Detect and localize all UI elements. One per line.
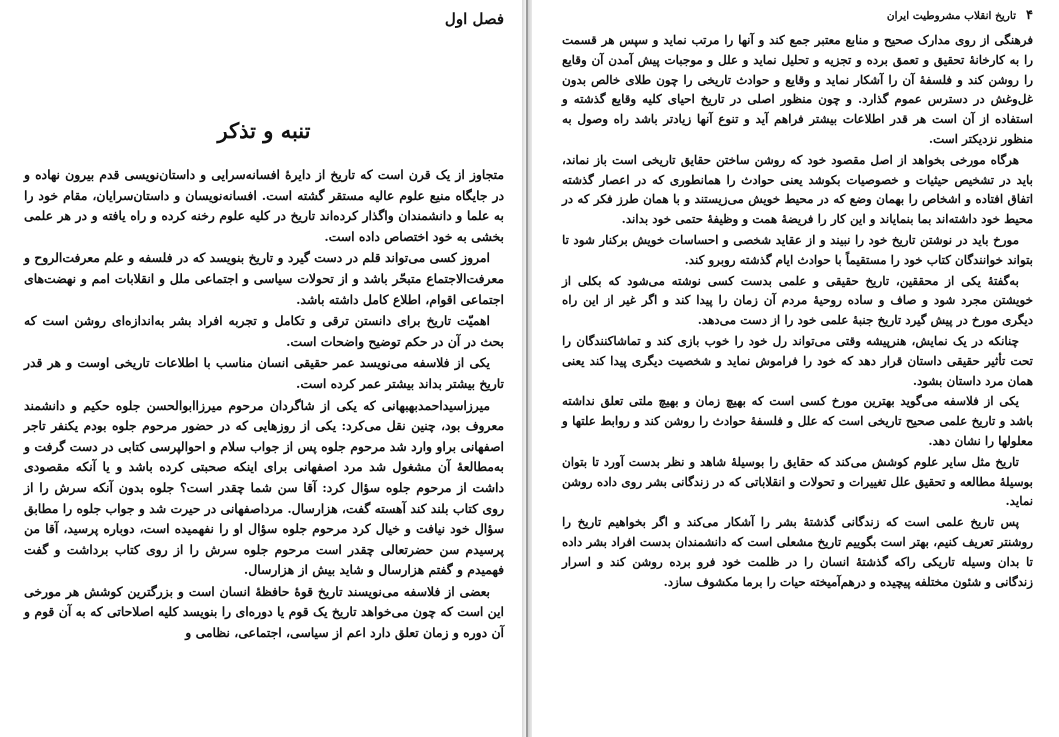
paragraph: هرگاه مورخی بخواهد از اصل مقصود خود که روشن ساختن حقایق تاریخی است باز نماند، باید در تشخیص حیثیات و خصوصیات بکوشد یعنی حوادث را همانطوری که در اعصار گذشته اتفاق افتاده و اشخاص را بهمان وضع که در محیط خویش می‌زیستند و با همان طرز فکر که در محیط خود داشته‌اند بما بنمایاند و این کار را فریضهٔ همت و وظیفهٔ حتمی خود بداند. xyxy=(562,152,1033,227)
paragraph: پس تاریخ علمی است که زندگانی گذشتهٔ بشر را آشکار می‌کند و اگر بخواهیم تاریخ را روشنتر تعریف کنیم، بهتر است بگوییم تاریخ مشعلی است که دانشمندان بدست افراد بشر داده تا بدان وسیله تاریکی راکه گذشتهٔ انسان را در ظلمت خود فرو برده روشن کند و اسرار زندگانی و شئون مختلفه پیچیده و درهم‌آمیخته حیات را برما مکشوف سازد. xyxy=(562,515,1033,589)
left-page xyxy=(0,0,522,737)
paragraph: مورخ باید در نوشتن تاریخ خود را نبیند و از عقاید شخصی و احساسات خویش برکنار شود تا بتواند خوانندگان کتاب خود را مستقیماً با حوادث ایام گذشته روبرو کند. xyxy=(562,232,1033,267)
paragraph: اهمیّت تاریخ برای دانستن ترقی و تکامل و تجربه افراد بشر به‌اندازه‌ای روشن است که بحث در آن در حکم توضیح واضحات است. xyxy=(24,313,504,349)
paragraph: میرزاسیداحمدبهبهانی که یکی از شاگردان مرحوم میرزاابوالحسن جلوه حکیم و دانشمند معروف بود، چنین نقل می‌کرد: یکی از روزهایی که در حضور مرحوم جلوه بودم یکنفر تاجر اصفهانی براو وارد شد مرحوم جلوه پس از جواب سلام و احوالپرسی کتابی در دست گرفت و به‌مطالعهٔ آن مشغول شد مرد اصفهانی برای اینکه صحبتی کرده باشد و یا آنکه مقصودی داشت از مرحوم جلوه سؤال کرد: آقا سن شما چقدر است؟ جلوه بدون آنکه سرش را از روی کتاب بلند کند آهسته گفت، هزارسال. مرداصفهانی در حیرت شد و جواب جلوه را مطابق سؤال خود نیافت و خیال کرد مرحوم جلوه سؤال او را نفهمیده است، دوباره پرسید، آقا من پرسیدم سن حضرتعالی چقدر است مرحوم جلوه سرش را از روی کتاب برداشت و گفت فهمیدم و گفتم هزارسال و شاید بیش از هزارسال. xyxy=(24,397,504,578)
paragraph: تاریخ مثل سایر علوم کوشش می‌کند که حقایق را بوسیلهٔ شاهد و نظر بدست آورد تا بتوان بوسیلهٔ مطالعه و تحقیق علل تغییرات و تحولات و انقلاباتی که در زندگانی بشر روی داده روشن نماید. xyxy=(562,454,1033,509)
paragraph: به‌گفتهٔ یکی از محققین، تاریخ حقیقی و علمی بدست کسی نوشته می‌شود که بکلی از خویشتن مجرد شود و صاف و ساده روحیهٔ مردم آن زمان را پیدا کند و اگر غیر از این راه دیگری مورخ در پیش گیرد تاریخ جنبهٔ علمی خود را از دست می‌دهد. xyxy=(562,273,1033,328)
paragraph: بعضی از فلاسفه می‌نویسند تاریخ قوهٔ حافظهٔ انسان است و بزرگترین کوشش هر مورخی این است که چون می‌خواهد تاریخ یک قوم یا دوره‌ای را بنویسد کلیه اصلاحاتی که به آن قوم و آن دوره و زمان تعلق دارد اعم از سیاسی، اجتماعی، نظامی و xyxy=(24,583,504,641)
left-page-body xyxy=(24,165,504,644)
paragraph: فرهنگی از روی مدارک صحیح و منابع معتبر جمع کند و آنها را مرتب نماید و سپس هر قسمت را به کارخانهٔ تحقیق و تعمق برده و تجزیه و تحلیل نماید و علل و موجبات پیش آمدن آن وقایع را روشن کند و فلسفهٔ آن را آشکار نماید و وقایع و حوادث تاریخی را چون طلای خالص بدون غل‌وغش در دسترس عموم گذارد. و چون منظور اصلی در تاریخ احیای کلیه وقایع گذشته و استفاده از آن است هر قدر اطلاعات بیشتر فراهم آید و تنوع آنها زیادتر باشد راه وصول به منظور نزدیکتر است. xyxy=(562,33,1033,146)
gutter-divider xyxy=(526,0,528,737)
paragraph: یکی از فلاسفه می‌نویسد عمر حقیقی انسان مناسب با اطلاعات تاریخی اوست و هر قدر تاریخ بیشتر بداند بیشتر عمر کرده است. xyxy=(24,355,504,391)
paragraph: چنانکه در یک نمایش، هنرپیشه وقتی می‌تواند رل خود را خوب بازی کند و تماشاکنندگان را تحت تأثیر حقیقی داستان قرار دهد که خود را فراموش نماید و شخصیت دیگری پیدا کند یعنی همان مرد داستان بشود. xyxy=(562,333,1033,388)
paragraph: متجاوز از یک قرن است که تاریخ از دایرهٔ افسانه‌سرایی و داستان‌نویسی قدم بیرون نهاده و در جایگاه منیع علوم عالیه مستقر گشته است. افسانه‌نویسان و داستان‌سرایان، مقام خود را به علما و دانشمندان واگذار کرده‌اند تاریخ در کلیه علوم رخنه کرده و راه یافته و در هر علمی بخشی به خود اختصاص داده است. xyxy=(24,167,504,244)
running-header xyxy=(562,8,1033,31)
running-head-title: تاریخ انقلاب مشروطیت ایران xyxy=(886,10,1017,22)
page-number: ۴ xyxy=(1026,8,1033,23)
paragraph: یکی از فلاسفه می‌گوید بهترین مورخ کسی است که بهیچ زمان و بهیچ ملتی تعلق نداشته باشد و تاریخ علمی صحیح تاریخی است که علل و فلسفهٔ حوادث را روشن کند و روابط علتها و معلولها را نشان دهد. xyxy=(562,394,1033,448)
chapter-heading: فصل اول xyxy=(444,10,504,28)
section-title: تنبه و تذکر xyxy=(217,118,311,143)
right-page xyxy=(532,0,1059,737)
paragraph: امروز کسی می‌تواند قلم در دست گیرد و تاریخ بنویسد که در فلسفه و علم معرفت‌الروح و معرفت‌الاجتماع متبحّر باشد و از تحولات سیاسی و اجتماعی ملل و انقلابات امم و نهضت‌های اجتماعی اقوام، اطلاع کامل داشته باشد. xyxy=(24,250,504,307)
right-page-body xyxy=(562,31,1033,592)
